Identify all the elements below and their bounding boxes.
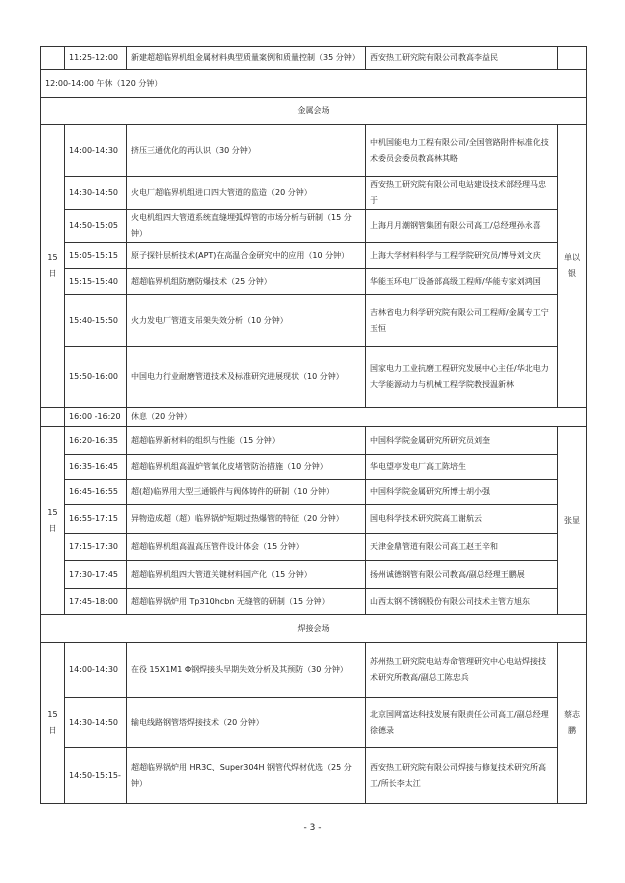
speaker-cell: 吉林省电力科学研究院有限公司工程师/金属专工宁玉恒 <box>366 295 558 347</box>
speaker-cell: 华电望亭发电厂高工陈培生 <box>366 455 558 480</box>
section-row <box>41 98 587 125</box>
topic-cell: 超(超)临界用大型三通锻件与阀体铸件的研制（10 分钟） <box>127 480 366 505</box>
time-cell: 16:00 -16:20 <box>65 408 127 427</box>
time-cell: 14:00-14:30 <box>65 643 127 698</box>
speaker-cell: 北京国网富达科技发展有限责任公司高工/副总经理徐德录 <box>366 698 558 748</box>
time-cell: 16:45-16:55 <box>65 480 127 505</box>
topic-cell: 新建超超临界机组金属材料典型质量案例和质量控制（35 分钟） <box>127 47 366 70</box>
table-row <box>41 748 587 804</box>
section-row <box>41 615 587 643</box>
chair-cell: 张显 <box>558 427 587 615</box>
break-label: 休息（20 分钟） <box>127 408 587 427</box>
speaker-cell: 苏州热工研究院电站寿命管理研究中心电站焊接技术研究所教高/副总工陈忠兵 <box>366 643 558 698</box>
lunch-row <box>41 70 587 98</box>
topic-cell: 中国电力行业耐磨管道技术及标准研究进展现状（10 分钟） <box>127 347 366 408</box>
table-row <box>41 177 587 210</box>
day-cell: 15 日 <box>41 427 65 615</box>
time-cell: 16:35-16:45 <box>65 455 127 480</box>
time-cell: 16:55-17:15 <box>65 505 127 534</box>
topic-cell: 在役 15X1M1 Φ钢焊接头早期失效分析及其预防（30 分钟） <box>127 643 366 698</box>
time-cell: 17:30-17:45 <box>65 561 127 589</box>
schedule-table <box>40 46 587 804</box>
topic-cell: 火力发电厂管道支吊架失效分析（10 分钟） <box>127 295 366 347</box>
day-cell: 15 日 <box>41 643 65 804</box>
time-cell: 14:50-15:15- <box>65 748 127 804</box>
topic-cell: 超超临界机组高温炉管氧化皮堵管防治措施（10 分钟） <box>127 455 366 480</box>
table-row <box>41 589 587 615</box>
speaker-cell: 华能玉环电厂设备部高级工程师/华能专家刘鸿国 <box>366 269 558 295</box>
speaker-cell: 中国科学院金属研究所博士胡小强 <box>366 480 558 505</box>
topic-cell: 异物造成超（超）临界锅炉短期过热爆管的特征（20 分钟） <box>127 505 366 534</box>
topic-cell: 超超临界锅炉用 Tp310hcbn 无缝管的研制（15 分钟） <box>127 589 366 615</box>
speaker-cell: 西安热工研究院有限公司焊接与修复技术研究所高工/所长李太江 <box>366 748 558 804</box>
table-row <box>41 47 587 70</box>
speaker-cell: 国电科学技术研究院高工谢航云 <box>366 505 558 534</box>
table-row <box>41 505 587 534</box>
speaker-cell: 天津金鼎管道有限公司高工赵王辛和 <box>366 534 558 561</box>
topic-cell: 超超临界机组高温高压管件设计体会（15 分钟） <box>127 534 366 561</box>
table-row <box>41 698 587 748</box>
table-row <box>41 643 587 698</box>
time-cell: 14:30-14:50 <box>65 698 127 748</box>
topic-cell: 超超临界机组四大管道关键材料国产化（15 分钟） <box>127 561 366 589</box>
time-cell: 14:00-14:30 <box>65 125 127 177</box>
chair-cell: 蔡志鹏 <box>558 643 587 804</box>
topic-cell: 火电机组四大管道系统直缝埋弧焊管的市场分析与研制（15 分钟） <box>127 210 366 243</box>
time-cell: 16:20-16:35 <box>65 427 127 455</box>
time-cell: 17:15-17:30 <box>65 534 127 561</box>
table-row <box>41 125 587 177</box>
table-row <box>41 210 587 243</box>
table-row <box>41 455 587 480</box>
topic-cell: 挤压三通优化的再认识（30 分钟） <box>127 125 366 177</box>
topic-cell: 超超临界新材料的组织与性能（15 分钟） <box>127 427 366 455</box>
time-cell: 15:15-15:40 <box>65 269 127 295</box>
speaker-cell: 上海大学材料科学与工程学院研究员/博导刘文庆 <box>366 243 558 269</box>
time-cell: 15:40-15:50 <box>65 295 127 347</box>
table-row <box>41 347 587 408</box>
table-row <box>41 243 587 269</box>
topic-cell: 火电厂超临界机组进口四大管道的监造（20 分钟） <box>127 177 366 210</box>
table-row <box>41 269 587 295</box>
time-cell: 11:25-12:00 <box>65 47 127 70</box>
time-cell: 17:45-18:00 <box>65 589 127 615</box>
chair-cell: 单以银 <box>558 125 587 408</box>
time-cell: 14:50-15:05 <box>65 210 127 243</box>
time-cell: 15:50-16:00 <box>65 347 127 408</box>
topic-cell: 输电线路钢管塔焊接技术（20 分钟） <box>127 698 366 748</box>
speaker-cell: 中机国能电力工程有限公司/全国管路附件标准化技术委员会委员教高林其略 <box>366 125 558 177</box>
break-row <box>41 408 587 427</box>
topic-cell: 超超临界锅炉用 HR3C、Super304H 钢管代焊材优选（25 分钟） <box>127 748 366 804</box>
table-row <box>41 561 587 589</box>
day-cell: 15 日 <box>41 125 65 408</box>
speaker-cell: 上海月月潮钢管集团有限公司高工/总经理孙永喜 <box>366 210 558 243</box>
table-row <box>41 480 587 505</box>
time-cell: 14:30-14:50 <box>65 177 127 210</box>
topic-cell: 原子探针层析技术(APT)在高温合金研究中的应用（10 分钟） <box>127 243 366 269</box>
table-row <box>41 295 587 347</box>
table-row <box>41 534 587 561</box>
speaker-cell: 西安热工研究院有限公司教高李益民 <box>366 47 558 70</box>
speaker-cell: 国家电力工业抗磨工程研究发展中心主任/华北电力大学能源动力与机械工程学院教授温新林 <box>366 347 558 408</box>
table-row <box>41 427 587 455</box>
welding-section-title: 焊接会场 <box>41 615 587 643</box>
page-number: - 3 - <box>303 823 322 833</box>
topic-cell: 超超临界机组防磨防爆技术（25 分钟） <box>127 269 366 295</box>
time-cell: 15:05-15:15 <box>65 243 127 269</box>
speaker-cell: 西安热工研究院有限公司电站建设技术部经理马忠于 <box>366 177 558 210</box>
lunch-break-text: 12:00-14:00 午休（120 分钟） <box>41 70 587 98</box>
metal-section-title: 金属会场 <box>41 98 587 125</box>
speaker-cell: 扬州诚德钢管有限公司教高/副总经理王鹏展 <box>366 561 558 589</box>
speaker-cell: 中国科学院金属研究所研究员刘奎 <box>366 427 558 455</box>
speaker-cell: 山西太钢不锈钢股份有限公司技术主管方旭东 <box>366 589 558 615</box>
